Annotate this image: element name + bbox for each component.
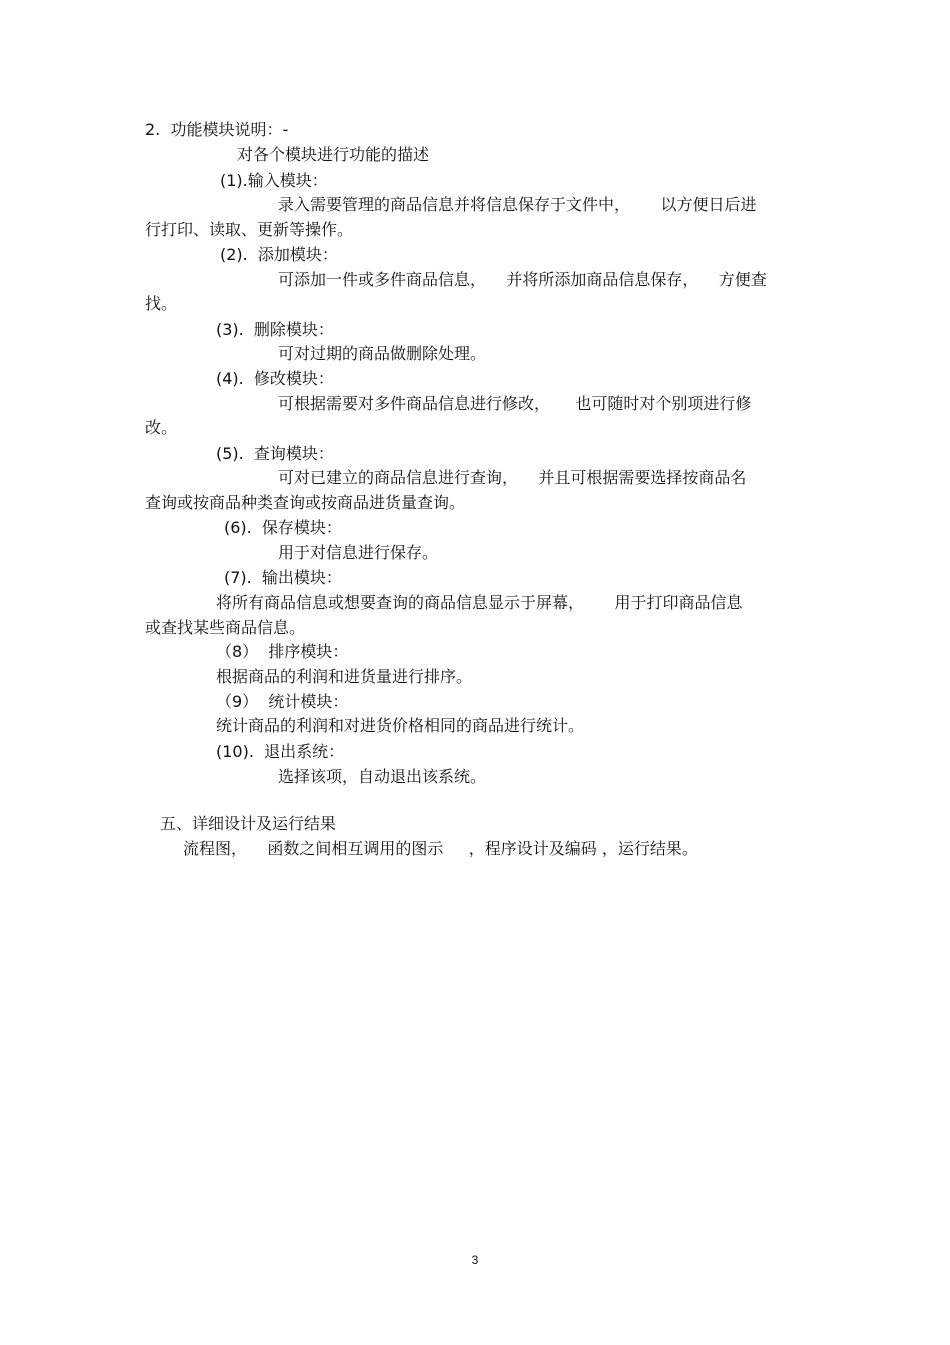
module-description: 行打印、读取、更新等操作。 xyxy=(145,220,354,239)
module-title: (1).输入模块： xyxy=(220,171,328,190)
page-number: 3 xyxy=(471,1253,479,1267)
section-heading: 五、详细设计及运行结果 xyxy=(160,814,337,833)
module-title: (6). 保存模块： xyxy=(224,518,342,537)
module-description: 统计商品的利润和对进货价格相同的商品进行统计。 xyxy=(216,716,585,735)
section-body: 流程图， 函数之间相互调用的图示 ，程序设计及编码 ，运行结果。 xyxy=(183,839,698,858)
module-title: (7). 输出模块： xyxy=(224,568,342,587)
module-description: 可添加一件或多件商品信息， 并将所添加商品信息保存， 方便查 xyxy=(278,270,767,289)
module-description: 或查找某些商品信息。 xyxy=(145,618,306,637)
section-heading: 2. 功能模块说明：- xyxy=(145,120,289,139)
section-intro: 对各个模块进行功能的描述 xyxy=(237,145,430,164)
module-description: 可对过期的商品做删除处理。 xyxy=(278,344,487,363)
module-description: 可根据需要对多件商品信息进行修改， 也可随时对个别项进行修 xyxy=(278,394,752,413)
module-description: 根据商品的利润和进货量进行排序。 xyxy=(216,667,473,686)
module-title: (5). 查询模块： xyxy=(216,444,334,463)
module-description: 改。 xyxy=(145,418,178,437)
module-title: （9） 统计模块： xyxy=(216,692,349,711)
module-description: 选择该项，自动退出该系统。 xyxy=(278,767,487,786)
module-title: (3). 删除模块： xyxy=(216,320,334,339)
module-description: 录入需要管理的商品信息并将信息保存于文件中， 以方便日后进 xyxy=(278,195,757,214)
module-description: 将所有商品信息或想要查询的商品信息显示于屏幕， 用于打印商品信息 xyxy=(216,593,743,612)
module-description: 可对已建立的商品信息进行查询， 并且可根据需要选择按商品名 xyxy=(278,468,747,487)
module-description: 查询或按商品种类查询或按商品进货量查询。 xyxy=(145,493,466,512)
module-title: (2). 添加模块： xyxy=(220,245,338,264)
module-description: 用于对信息进行保存。 xyxy=(278,543,439,562)
module-description: 找。 xyxy=(145,294,178,313)
module-title: (4). 修改模块： xyxy=(216,369,334,388)
module-title: （8） 排序模块： xyxy=(216,642,349,661)
module-title: (10). 退出系统： xyxy=(216,742,345,761)
